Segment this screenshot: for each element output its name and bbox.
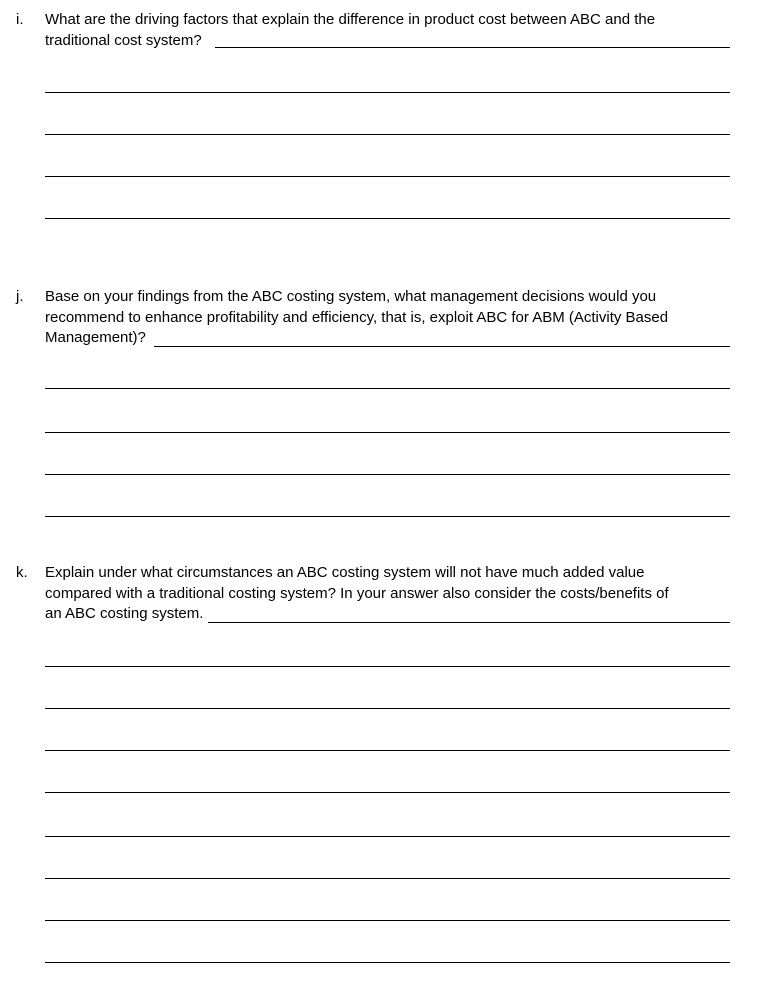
question-line: Base on your findings from the ABC costing system, what management decisions would you (45, 288, 657, 305)
question-line: Management)? (45, 329, 146, 346)
answer-line[interactable] (45, 920, 730, 921)
question-line: recommend to enhance profitability and efficiency, that is, exploit ABC for ABM (Activity Based (45, 308, 669, 326)
answer-line[interactable] (45, 792, 730, 793)
answer-line[interactable] (45, 92, 730, 93)
question-marker: k. (16, 564, 28, 581)
answer-line[interactable] (45, 666, 730, 667)
question-text (45, 563, 735, 625)
answer-line[interactable] (45, 836, 730, 837)
answer-line[interactable] (215, 47, 730, 48)
answer-line[interactable] (45, 176, 730, 177)
answer-line[interactable] (45, 516, 730, 517)
question-marker: i. (16, 11, 24, 28)
answer-line[interactable] (45, 432, 730, 433)
question-text (45, 287, 735, 349)
answer-line[interactable] (45, 218, 730, 219)
question-line: What are the driving factors that explain the difference in product cost between ABC and the (45, 11, 656, 28)
question-line: Explain under what circumstances an ABC costing system will not have much added value (45, 564, 645, 581)
question-text (45, 10, 735, 51)
question-line: compared with a traditional costing system? In your answer also consider the costs/benefits of (45, 584, 669, 602)
question-line: traditional cost system? (45, 31, 202, 49)
question-line: an ABC costing system. (45, 605, 204, 622)
answer-line[interactable] (45, 962, 730, 963)
answer-line[interactable] (154, 346, 730, 347)
answer-line[interactable] (208, 622, 730, 623)
question-marker: j. (16, 288, 24, 305)
answer-line[interactable] (45, 750, 730, 751)
answer-line[interactable] (45, 474, 730, 475)
answer-line[interactable] (45, 878, 730, 879)
answer-line[interactable] (45, 388, 730, 389)
answer-line[interactable] (45, 134, 730, 135)
answer-line[interactable] (45, 708, 730, 709)
